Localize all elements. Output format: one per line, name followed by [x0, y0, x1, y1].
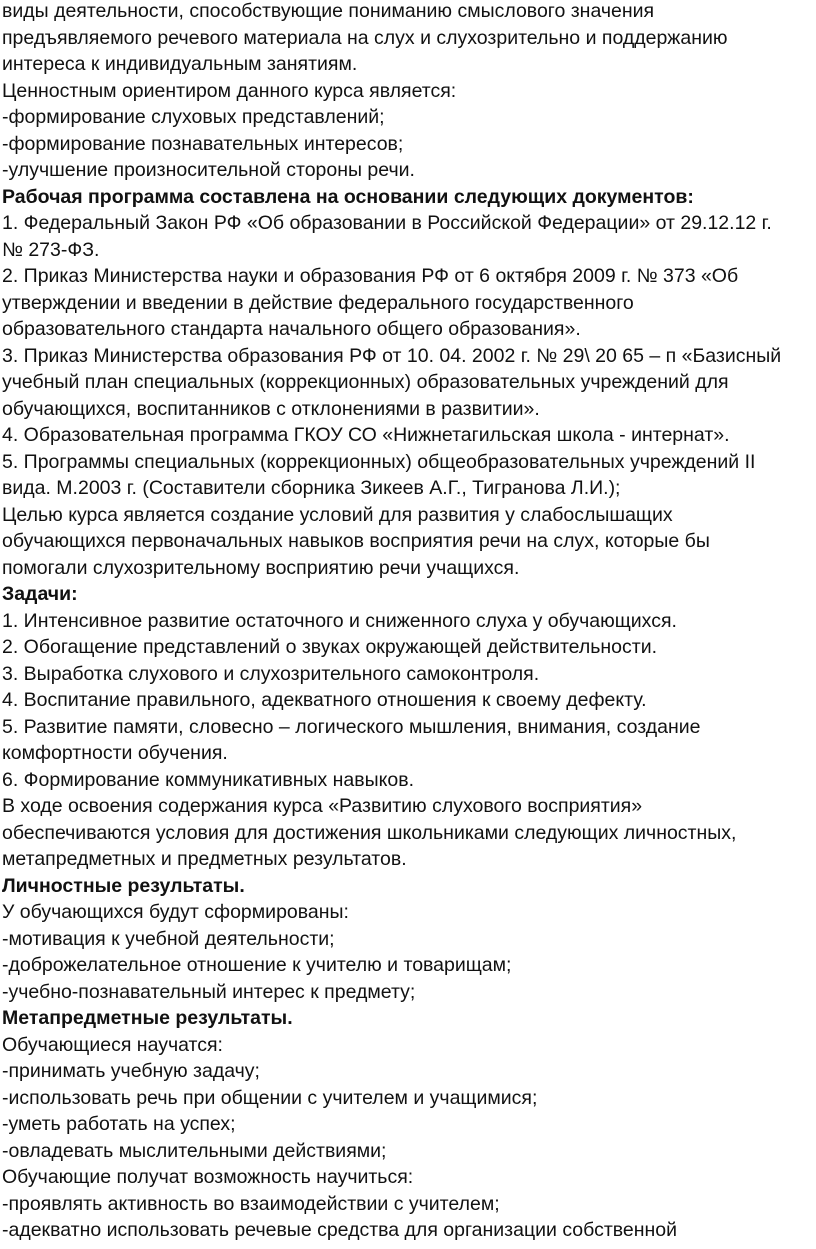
- text-line: 2. Обогащение представлений о звуках окружающей действительности.: [2, 636, 658, 658]
- text-line: учебный план специальных (коррекционных) образовательных учреждений для: [2, 371, 729, 393]
- text-line: -проявлять активность во взаимодействии с учителем;: [2, 1192, 500, 1215]
- text-line: 4. Воспитание правильного, адекватного отношения к своему дефекту.: [2, 689, 647, 711]
- text-line: -овладевать мыслительными действиями;: [2, 1139, 387, 1162]
- text-line: 1. Федеральный Закон РФ «Об образовании в Российской Федерации» от 29.12.12 г.: [2, 212, 772, 234]
- text-line: 3. Выработка слухового и слухозрительного самоконтроля.: [2, 662, 540, 685]
- text-line: помогали слухозрительному восприятию речи учащихся.: [2, 556, 520, 579]
- text-line: -формирование слуховых представлений;: [2, 106, 385, 128]
- text-line: 5. Программы специальных (коррекционных) общеобразовательных учреждений II: [2, 450, 756, 473]
- text-line: -использовать речь при общении с учителем и учащимися;: [2, 1086, 538, 1109]
- text-line: 6. Формирование коммуникативных навыков.: [2, 768, 415, 791]
- text-line: -мотивация к учебной деятельности;: [2, 927, 335, 950]
- section-heading-metasubject-results: Метапредметные результаты.: [2, 1007, 293, 1029]
- text-line: предъявляемого речевого материала на слух и слухозрительно и поддержанию: [2, 26, 728, 49]
- text-line: В ходе освоения содержания курса «Развитию слухового восприятия»: [2, 795, 643, 817]
- text-line: -формирование познавательных интересов;: [2, 132, 404, 155]
- text-line: Обучающие получат возможность научиться:: [2, 1166, 414, 1188]
- text-line: обучающихся, воспитанников с отклонениями в развитии».: [2, 397, 540, 420]
- text-line: виды деятельности, способствующие пониманию смыслового значения: [2, 0, 655, 22]
- section-heading-personal-results: Личностные результаты.: [2, 874, 245, 897]
- text-line: -улучшение произносительной стороны речи.: [2, 159, 415, 181]
- text-line: Обучающиеся научатся:: [2, 1033, 223, 1056]
- text-line: Ценностным ориентиром данного курса является:: [2, 79, 457, 102]
- text-line: У обучающихся будут сформированы:: [2, 901, 349, 923]
- text-line: комфортности обучения.: [2, 742, 228, 764]
- text-line: 1. Интенсивное развитие остаточного и сниженного слуха у обучающихся.: [2, 609, 677, 632]
- text-line: Целью курса является создание условий для развития у слабослышащих: [2, 503, 673, 526]
- text-line: 3. Приказ Министерства образования РФ от 10. 04. 2002 г. № 29\ 20 65 – п «Базисный: [2, 344, 782, 367]
- text-line: -уметь работать на успех;: [2, 1113, 236, 1135]
- text-line: 4. Образовательная программа ГКОУ СО «Нижнетагильская школа - интернат».: [2, 424, 730, 446]
- text-line: -доброжелательное отношение к учителю и товарищам;: [2, 954, 512, 976]
- text-line: обеспечиваются условия для достижения школьниками следующих личностных,: [2, 821, 737, 844]
- text-line: обучающихся первоначальных навыков восприятия речи на слух, которые бы: [2, 530, 710, 552]
- text-line: -принимать учебную задачу;: [2, 1060, 260, 1082]
- text-line: утверждении и введении в действие федерального государственного: [2, 291, 634, 314]
- section-heading-tasks: Задачи:: [2, 583, 78, 605]
- text-line: вида. М.2003 г. (Составители сборника Зикеев А.Г., Тигранова Л.И.);: [2, 477, 621, 499]
- text-line: интереса к индивидуальным занятиям.: [2, 53, 358, 75]
- section-heading-documents: Рабочая программа составлена на основании следующих документов:: [2, 185, 694, 208]
- text-line: -адекватно использовать речевые средства для организации собственной: [2, 1219, 678, 1241]
- text-line: 5. Развитие памяти, словесно – логического мышления, внимания, создание: [2, 715, 701, 738]
- text-line: образовательного стандарта начального общего образования».: [2, 318, 581, 340]
- text-line: 2. Приказ Министерства науки и образования РФ от 6 октября 2009 г. № 373 «Об: [2, 265, 739, 287]
- text-line: -учебно-познавательный интерес к предмету;: [2, 980, 416, 1003]
- text-line: метапредметных и предметных результатов.: [2, 848, 407, 870]
- text-line: № 273-ФЗ.: [2, 238, 100, 261]
